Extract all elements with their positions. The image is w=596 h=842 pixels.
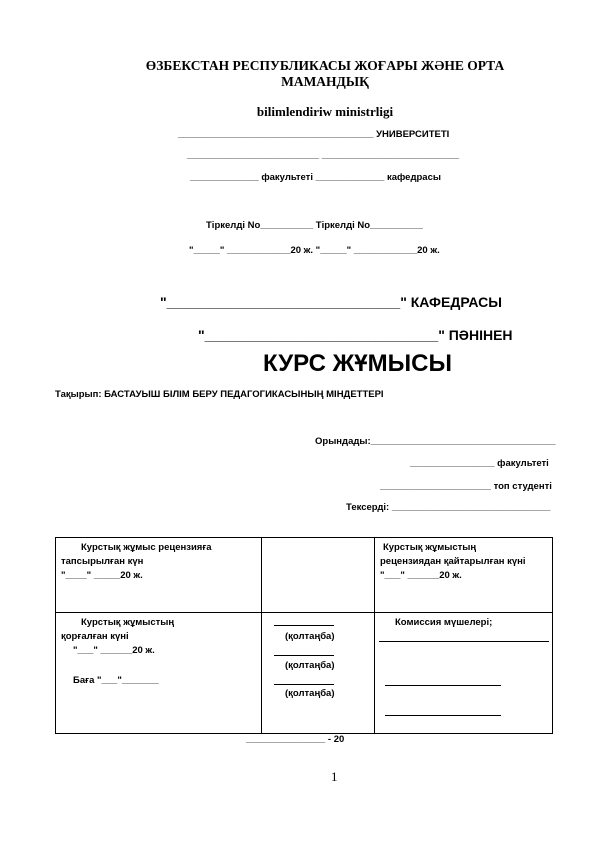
signature-line bbox=[274, 655, 334, 656]
commission-members-label: Комиссия мүшелері; bbox=[395, 617, 493, 628]
performed-by-line: Орындады:___________________________________ bbox=[315, 436, 556, 447]
submitted-for-review-cell bbox=[56, 538, 262, 613]
subject-line: "______________________________" ПӘНІНЕН bbox=[198, 327, 513, 343]
page-number: 1 bbox=[331, 769, 338, 784]
submitted-review-date: "____" _____20 ж. bbox=[61, 570, 143, 581]
table-row bbox=[56, 613, 553, 734]
returned-from-review-cell bbox=[375, 538, 553, 613]
registration-date-line: "_____" ____________20 ж. "_____" ____________20 ж. bbox=[189, 245, 440, 256]
table-row bbox=[56, 538, 553, 613]
ministry-title-line3: bilimlendiriw ministrligi bbox=[256, 104, 394, 119]
returned-review-date: "___" ______20 ж. bbox=[380, 570, 462, 581]
commission-member-line bbox=[385, 715, 501, 716]
department-line: "______________________________" КАФЕДРАСЫ bbox=[160, 294, 503, 310]
student-group-line: _____________________ топ студенті bbox=[380, 481, 552, 492]
signature-label-3: (қолтаңба) bbox=[285, 688, 335, 699]
signature-label-1: (қолтаңба) bbox=[285, 631, 335, 642]
topic-line: Тақырып: БАСТАУЫШ БІЛІМ БЕРУ ПЕДАГОГИКАСЫНЫҢ МІНДЕТТЕРІ bbox=[55, 389, 384, 400]
ministry-title-line2: МАМАНДЫҚ bbox=[281, 74, 369, 89]
signatures-cell bbox=[262, 613, 375, 734]
commission-member-line bbox=[385, 685, 501, 686]
checked-by-line: Тексерді: ______________________________ bbox=[346, 502, 551, 513]
signature-line bbox=[274, 625, 334, 626]
grade-line: Баға "___"_______ bbox=[73, 675, 159, 686]
commission-member-line bbox=[379, 641, 549, 642]
ministry-title-line1: ӨЗБЕКСТАН РЕСПУБЛИКАСЫ ЖОҒАРЫ ЖӘНЕ ОРТА bbox=[145, 58, 505, 73]
submitted-review-label-2: тапсырылған күн bbox=[61, 556, 144, 567]
signature-label-2: (қолтаңба) bbox=[285, 660, 335, 671]
registration-number-line: Тіркелді No__________ Тіркелді No__________ bbox=[206, 220, 423, 231]
defense-label-1: Курстық жұмыстың bbox=[81, 617, 175, 628]
review-table bbox=[55, 537, 553, 734]
defense-label-2: қорғалған күні bbox=[61, 631, 129, 642]
returned-review-label-1: Курстық жұмыстың bbox=[383, 542, 477, 553]
commission-members-cell bbox=[375, 613, 553, 734]
returned-review-label-2: рецензиядан қайтарылған күні bbox=[380, 556, 526, 567]
defense-date: "___" ______20 ж. bbox=[73, 645, 155, 656]
defense-date-cell bbox=[56, 613, 262, 734]
empty-cell bbox=[262, 538, 375, 613]
submitted-review-label-1: Курстық жұмыс рецензияға bbox=[81, 542, 212, 553]
faculty-department-line: _____________ факультеті _____________ кафедрасы bbox=[190, 172, 441, 183]
blank-line: _________________________ __________________________ bbox=[187, 150, 460, 161]
student-faculty-line: ________________ факультеті bbox=[410, 458, 549, 469]
document-title: КУРС ЖҰМЫСЫ bbox=[263, 350, 452, 377]
university-line: _____________________________________ УНИВЕРСИТЕТІ bbox=[178, 129, 450, 140]
year-line: _______________ - 20 bbox=[246, 734, 345, 745]
signature-line bbox=[274, 684, 334, 685]
